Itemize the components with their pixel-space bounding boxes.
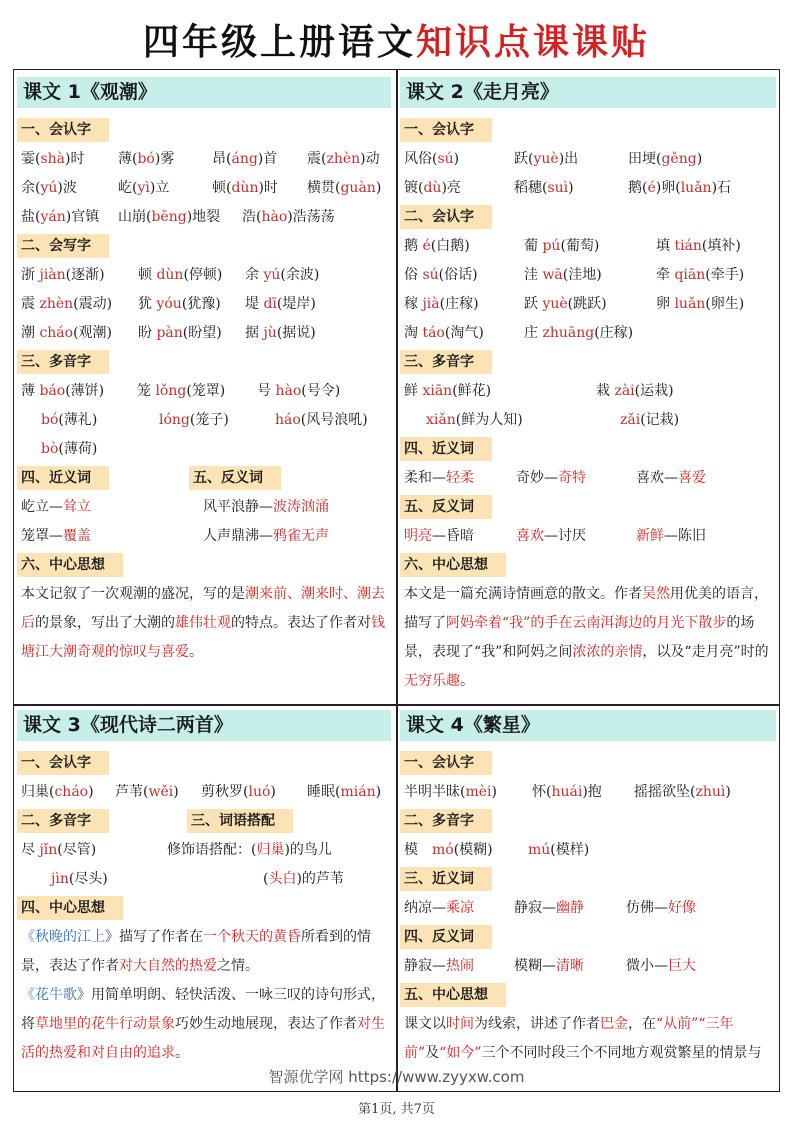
lesson-3-summary-1: 《秋晚的江上》描写了作者在一个秋天的黄昏所看到的情景，表达了作者对大自然的热爱之情。 bbox=[21, 929, 371, 974]
watermark-text: 智源优学网 https://www.zyyxw.com bbox=[268, 1068, 525, 1086]
lesson-2-synonym-row: 柔和—轻柔 奇妙—奇特 喜欢—喜爱 bbox=[404, 470, 706, 486]
lesson-3-polyphone-row-2: jìn(尽头) (头白)的芦苇 bbox=[51, 871, 344, 887]
lesson-2-write-row-3: 稼 jià(庄稼) 跃 yuè(跳跃) 卵 luǎn(卵生) bbox=[404, 296, 745, 312]
lesson-3-polyphone-row-1: 尽 jǐn(尽管) 修饰语搭配：(归巢)的鸟儿 bbox=[21, 842, 332, 858]
lesson-2-recognize-row-2: 镀(dù)亮 稻穗(suì) 鹅(é)卵(luǎn)石 bbox=[404, 180, 732, 196]
lesson-1-section-6: 六、中心思想 bbox=[17, 553, 123, 577]
lesson-1-recognize-row-2: 余(yú)波 屹(yì)立 顿(dùn)时 横贯(guàn) bbox=[21, 180, 382, 196]
lesson-3-recognize-row: 归巢(cháo) 芦苇(wěi) 剪秋罗(luó) 睡眠(mián) bbox=[21, 784, 382, 800]
lesson-2-section-6: 六、中心思想 bbox=[400, 553, 506, 577]
lesson-1-recognize-row-1: 霎(shà)时 薄(bó)雾 昂(áng)首 震(zhèn)动 bbox=[21, 151, 380, 167]
lesson-3-section-1: 一、会认字 bbox=[17, 751, 109, 775]
lesson-1-polyphone-row-3: bò(薄荷) bbox=[41, 441, 98, 457]
lesson-4-synonym-row: 纳凉—乘凉 静寂—幽静 仿佛—好像 bbox=[404, 900, 696, 916]
lesson-1-write-row-1: 浙 jiàn(逐渐) 顿 dùn(停顿) 余 yú(余波) bbox=[21, 267, 320, 283]
lesson-2-section-1: 一、会认字 bbox=[400, 118, 492, 142]
lesson-4-antonym-row: 静寂—热闹 模糊—清晰 微小—巨大 bbox=[404, 958, 696, 974]
grid-divider-vertical bbox=[396, 69, 398, 1092]
lesson-1-summary: 本文记叙了一次观潮的盛况，写的是潮来前、潮来时、潮去后的景象，写出了大潮的雄伟壮观的特点。表达了作者对钱塘江大潮奇观的惊叹与喜爱。 bbox=[21, 586, 385, 660]
lesson-2-summary: 本文是一篇充满诗情画意的散文。作者吴然用优美的语言，描写了阿妈牵着“我”的手在云南洱海边的月光下散步的场景，表现了“我”和阿妈之间浓浓的亲情，以及“走月亮”时的无穷乐趣。 bbox=[404, 586, 769, 689]
lesson-1-words-row-2: 笼罩—覆盖 人声鼎沸—鸦雀无声 bbox=[21, 528, 329, 544]
lesson-4-polyphone-row: 模 mó(模糊) mú(模样) bbox=[404, 842, 590, 858]
page-number: 第1页, 共7页 bbox=[358, 1102, 435, 1117]
lesson-4-summary: 课文以时间为线索，讲述了作者巴金，在“从前”“三年前”及“如今”三个不同时段三个不同地方观赏繁星的情景与 bbox=[404, 1016, 762, 1061]
lesson-3-section-4: 四、中心思想 bbox=[17, 896, 123, 920]
lesson-1-section-1: 一、会认字 bbox=[17, 118, 109, 142]
lesson-1-section-4: 四、近义词 bbox=[17, 466, 109, 490]
lesson-2-polyphone-row-2: xiǎn(鲜为人知) zǎi(记栽) bbox=[426, 412, 680, 428]
lesson-2-write-row-4: 淘 táo(淘气) 庄 zhuāng(庄稼) bbox=[404, 325, 634, 341]
lesson-2-section-3: 三、多音字 bbox=[400, 350, 492, 374]
lesson-3-section-3: 三、词语搭配 bbox=[187, 809, 293, 833]
lesson-1-polyphone-row-2: bó(薄礼) lóng(笼子) háo(风号浪吼) bbox=[41, 412, 368, 428]
lesson-2-write-row-1: 鹅 é(白鹅) 葡 pú(葡萄) 填 tián(填补) bbox=[404, 238, 741, 254]
lesson-4-title: 课文 4《繁星》 bbox=[400, 710, 776, 741]
lesson-1-recognize-row-3: 盐(yán)官镇 山崩(bēng)地裂 浩(hào)浩荡荡 bbox=[21, 209, 335, 225]
lesson-4-section-5: 五、中心思想 bbox=[400, 983, 506, 1007]
lesson-3-title: 课文 3《现代诗二两首》 bbox=[17, 710, 391, 741]
lesson-4-section-1: 一、会认字 bbox=[400, 751, 492, 775]
lesson-2-section-4: 四、近义词 bbox=[400, 437, 492, 461]
lesson-2-write-row-2: 俗 sú(俗话) 洼 wā(洼地) 牵 qiān(牵手) bbox=[404, 267, 745, 283]
lesson-4-recognize-row: 半明半昧(mèi) 怀(huái)抱 摇摇欲坠(zhuì) bbox=[404, 784, 731, 800]
lesson-1-words-row-1: 屹立—耸立 风平浪静—波涛汹涌 bbox=[21, 499, 329, 515]
lesson-1-section-5: 五、反义词 bbox=[189, 466, 281, 490]
lesson-2-antonym-row: 明亮—昏暗 喜欢—讨厌 新鲜—陈旧 bbox=[404, 528, 706, 544]
lesson-1-card bbox=[17, 77, 391, 701]
lesson-1-section-3: 三、多音字 bbox=[17, 350, 109, 374]
lesson-4-section-2: 二、多音字 bbox=[400, 809, 492, 833]
lesson-1-section-2: 二、会写字 bbox=[17, 234, 109, 258]
lesson-4-section-4: 四、反义词 bbox=[400, 925, 492, 949]
lesson-2-section-2: 二、会认字 bbox=[400, 205, 492, 229]
lesson-2-title: 课文 2《走月亮》 bbox=[400, 77, 776, 108]
lesson-3-summary-2: 《花牛歌》用简单明朗、轻快活泼、一咏三叹的诗句形式，将草地里的花牛行动景象巧妙生动地展现，表达了作者对生活的热爱和对自由的追求。 bbox=[21, 987, 385, 1061]
page-title bbox=[0, 14, 793, 65]
title-part-black: 四年级上册语文 bbox=[142, 22, 416, 63]
grid-divider-horizontal bbox=[13, 704, 780, 706]
lesson-2-card bbox=[400, 77, 776, 701]
lesson-2-section-5: 五、反义词 bbox=[400, 495, 492, 519]
lesson-1-write-row-3: 潮 cháo(观潮) 盼 pàn(盼望) 据 jù(据说) bbox=[21, 325, 316, 341]
lesson-2-recognize-row-1: 风俗(sú) 跃(yuè)出 田埂(gěng) bbox=[404, 151, 703, 167]
title-part-red: 知识点课课贴 bbox=[416, 22, 651, 63]
lesson-1-polyphone-row-1: 薄 báo(薄饼) 笼 lǒng(笼罩) 号 hào(号令) bbox=[21, 383, 341, 399]
lesson-2-polyphone-row-1: 鲜 xiān(鲜花) 栽 zài(运栽) bbox=[404, 383, 674, 399]
lesson-3-card bbox=[17, 710, 391, 1090]
lesson-1-title: 课文 1《观潮》 bbox=[17, 77, 391, 108]
lesson-4-section-3: 三、近义词 bbox=[400, 867, 492, 891]
lesson-1-write-row-2: 震 zhèn(震动) 犹 yóu(犹豫) 堤 dī(堤岸) bbox=[21, 296, 316, 312]
lesson-4-card bbox=[400, 710, 776, 1066]
lesson-3-section-2: 二、多音字 bbox=[17, 809, 109, 833]
